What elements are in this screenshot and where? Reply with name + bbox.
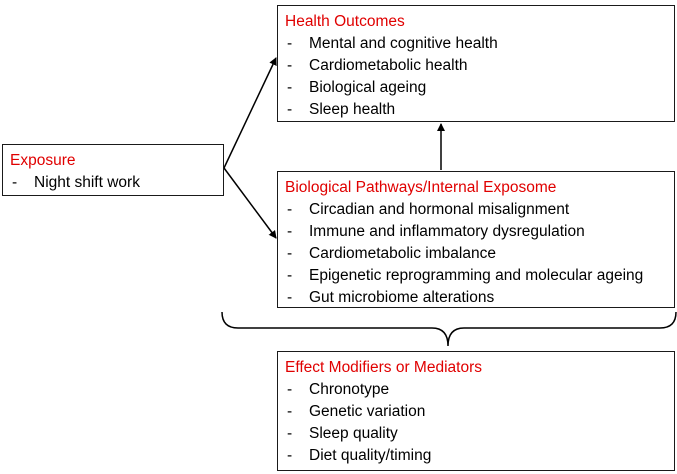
arrow-exposure-to-pathways: [224, 168, 276, 238]
biological-pathways-list: [285, 199, 668, 309]
arrow-exposure-to-outcomes: [224, 58, 276, 168]
modifier-item: - Chronotype: [285, 379, 668, 401]
pathway-item: - Epigenetic reprogramming and molecular ageing: [285, 265, 668, 287]
biological-pathways-box: [277, 171, 675, 308]
biological-pathways-title: Biological Pathways/Internal Exposome: [285, 179, 557, 196]
exposure-item: - Night shift work: [10, 172, 217, 194]
health-outcome-item: - Biological ageing: [285, 77, 668, 99]
modifier-item: - Genetic variation: [285, 401, 668, 423]
health-outcomes-box: [277, 5, 675, 122]
health-outcomes-title: Health Outcomes: [285, 13, 405, 30]
health-outcome-item: - Cardiometabolic health: [285, 55, 668, 77]
pathway-item: - Immune and inflammatory dysregulation: [285, 221, 668, 243]
exposure-box: [2, 144, 224, 196]
modifier-item: - Diet quality/timing: [285, 445, 668, 467]
health-outcomes-list: [285, 33, 668, 121]
pathway-item: - Circadian and hormonal misalignment: [285, 199, 668, 221]
pathway-item: - Gut microbiome alterations: [285, 287, 668, 309]
health-outcome-item: - Mental and cognitive health: [285, 33, 668, 55]
exposure-title: Exposure: [10, 152, 76, 169]
modifier-item: - Sleep quality: [285, 423, 668, 445]
curly-brace: [222, 312, 676, 346]
exposure-list: [10, 172, 217, 194]
pathway-item: - Cardiometabolic imbalance: [285, 243, 668, 265]
effect-modifiers-title: Effect Modifiers or Mediators: [285, 359, 482, 376]
effect-modifiers-list: [285, 379, 668, 467]
effect-modifiers-box: [277, 351, 675, 471]
health-outcome-item: - Sleep health: [285, 99, 668, 121]
